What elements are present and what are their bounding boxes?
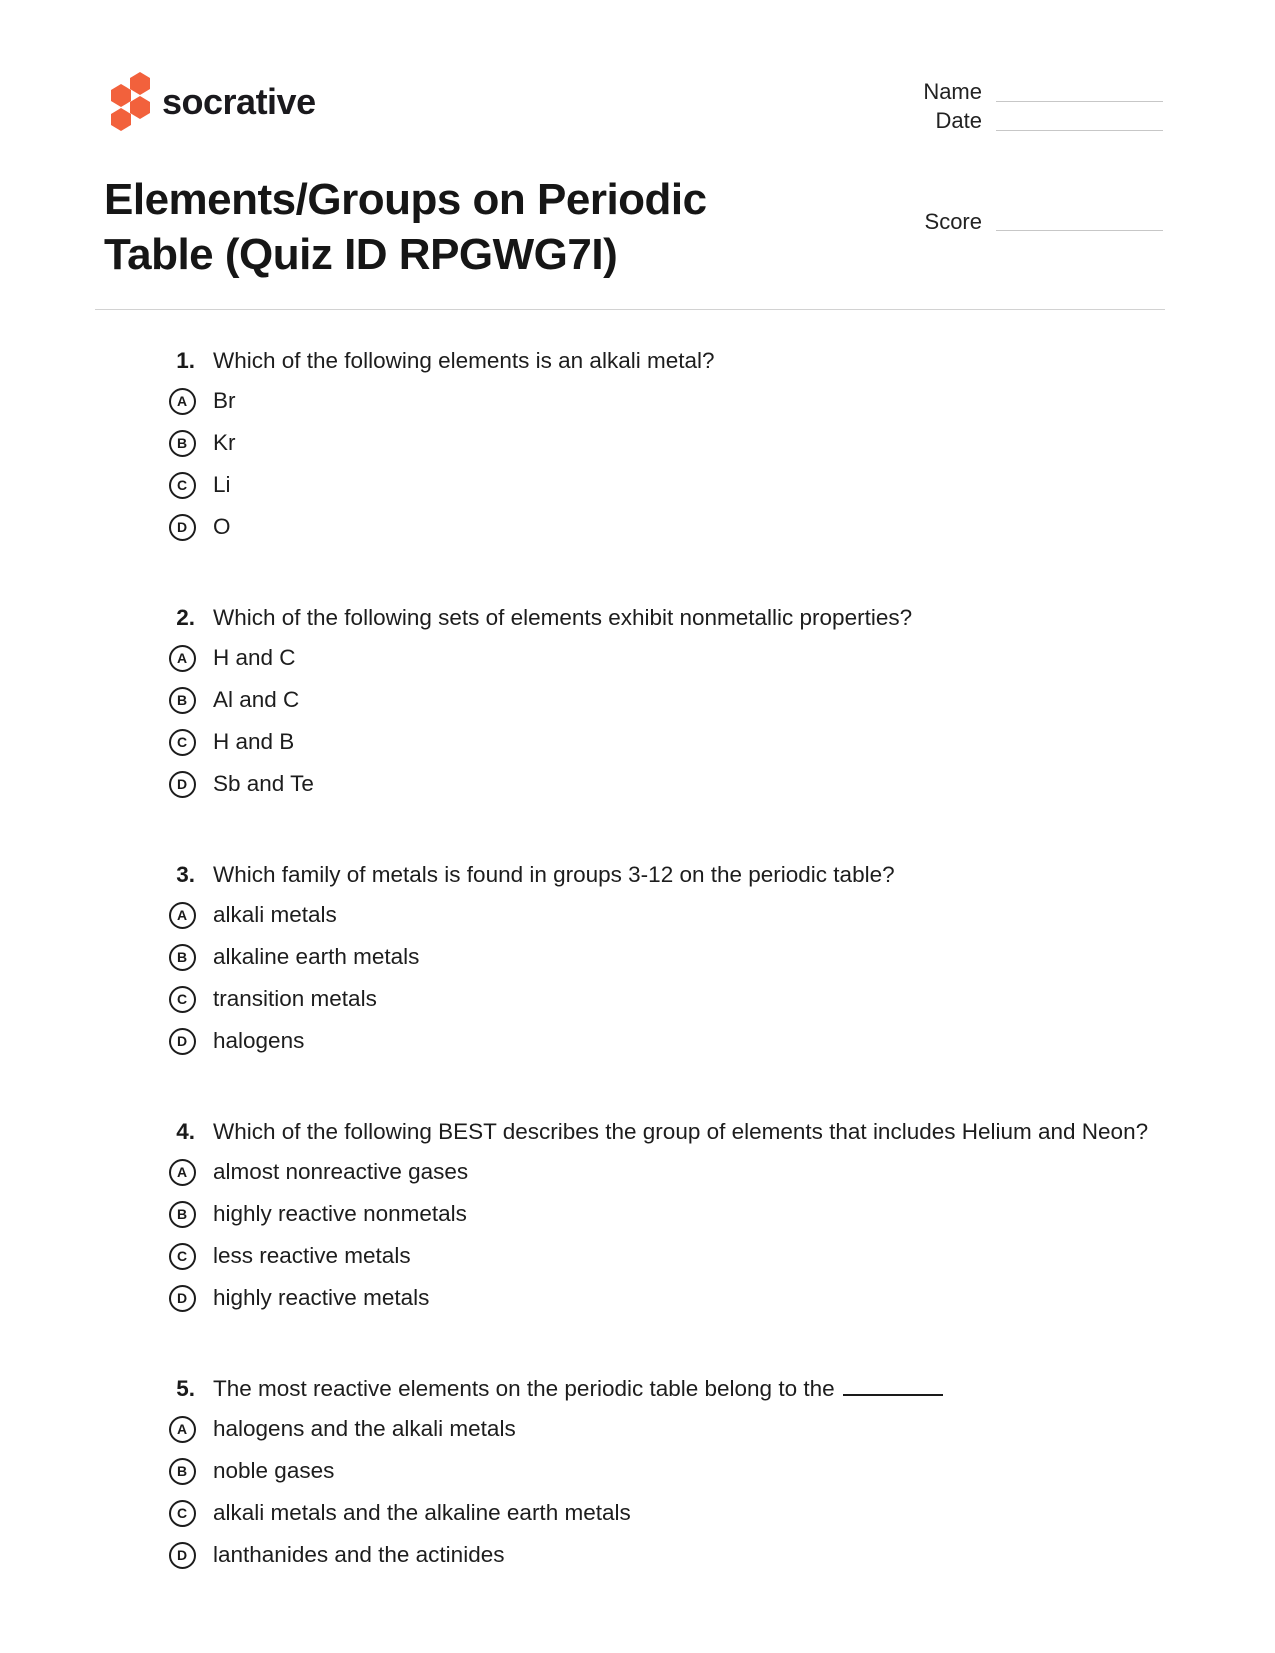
option-letter: A [176,907,188,923]
option-letter: B [176,435,188,451]
header-divider [95,309,1165,310]
question-text-wrap [213,346,1226,376]
option-text: H and C [213,645,296,670]
answer-bubble[interactable] [169,1500,196,1527]
answer-bubble[interactable] [169,1028,196,1055]
question-text: Which of the following elements is an alkali metal? [213,348,715,373]
question-text-wrap [213,860,1226,890]
question-text-wrap [213,1117,1226,1147]
option-letter: B [176,949,188,965]
answer-option-row [151,1235,1226,1277]
option-text: Kr [213,430,236,455]
option-letter: B [176,1463,188,1479]
answer-bubble[interactable] [169,729,196,756]
option-letter: B [176,692,188,708]
fill-in-blank-line[interactable] [843,1380,943,1396]
question-number: 4. [176,1119,195,1144]
answer-option-row [151,506,1226,548]
answer-option-row [151,1277,1226,1319]
answer-bubble[interactable] [169,388,196,415]
options-list [151,380,1226,548]
option-text: lanthanides and the actinides [213,1542,505,1567]
question-text: Which of the following BEST describes the group of elements that includes Helium and Neon? [213,1119,1149,1144]
socrative-logo-icon [111,72,153,132]
answer-option-row [151,1020,1226,1062]
option-letter: A [176,1164,188,1180]
answer-option-row [151,679,1226,721]
option-text: alkali metals and the alkaline earth metals [213,1500,631,1525]
answer-bubble[interactable] [169,1458,196,1485]
question-block [151,860,1226,1062]
option-text: Al and C [213,687,300,712]
answer-option-row [151,380,1226,422]
answer-bubble[interactable] [169,1243,196,1270]
option-text: transition metals [213,986,377,1011]
options-list [151,637,1226,805]
option-letter: D [176,1290,188,1306]
question-text-wrap [213,1374,1226,1404]
answer-bubble[interactable] [169,1416,196,1443]
option-letter: C [176,991,188,1007]
date-label: Date [935,108,982,133]
option-text: highly reactive metals [213,1285,430,1310]
option-text: Br [213,388,236,413]
option-text: H and B [213,729,295,754]
answer-bubble[interactable] [169,1201,196,1228]
answer-option-row [151,978,1226,1020]
question-number: 1. [176,348,195,373]
option-letter: C [176,734,188,750]
option-letter: D [176,776,188,792]
question-text: Which of the following sets of elements exhibit nonmetallic properties? [213,605,913,630]
question-block [151,603,1226,805]
answer-bubble[interactable] [169,687,196,714]
option-text: halogens [213,1028,305,1053]
question-block [151,346,1226,548]
option-letter: D [176,1033,188,1049]
question-text-wrap [213,603,1226,633]
option-text: Sb and Te [213,771,314,796]
option-text: almost nonreactive gases [213,1159,469,1184]
answer-option-row [151,1151,1226,1193]
question-number: 2. [176,605,195,630]
answer-option-row [151,763,1226,805]
answer-option-row [151,894,1226,936]
option-letter: C [176,1248,188,1264]
answer-bubble[interactable] [169,430,196,457]
question-text: The most reactive elements on the periodic table belong to the [213,1376,835,1401]
question-block [151,1117,1226,1319]
answer-option-row [151,1408,1226,1450]
question-text: Which family of metals is found in groups 3-12 on the periodic table? [213,862,895,887]
answer-option-row [151,1534,1226,1576]
answer-bubble[interactable] [169,472,196,499]
option-text: highly reactive nonmetals [213,1201,467,1226]
option-text: halogens and the alkali metals [213,1416,516,1441]
options-list [151,1408,1226,1576]
option-letter: A [176,393,188,409]
option-text: alkali metals [213,902,337,927]
answer-bubble[interactable] [169,1285,196,1312]
answer-bubble[interactable] [169,944,196,971]
options-list [151,894,1226,1062]
answer-bubble[interactable] [169,1542,196,1569]
answer-option-row [151,1450,1226,1492]
answer-option-row [151,721,1226,763]
question-number: 3. [176,862,195,887]
options-list [151,1151,1226,1319]
answer-option-row [151,422,1226,464]
option-letter: B [176,1206,188,1222]
questions-list [151,346,1226,1576]
answer-option-row [151,1193,1226,1235]
score-write-line[interactable] [996,229,1163,231]
option-text: noble gases [213,1458,335,1483]
option-letter: C [176,1505,188,1521]
socrative-logo-wordmark: socrative [162,81,316,122]
option-text: O [213,514,231,539]
answer-bubble[interactable] [169,902,196,929]
date-write-line[interactable] [996,129,1163,131]
answer-option-row [151,936,1226,978]
option-letter: D [176,1547,188,1563]
score-label: Score [924,209,982,234]
name-label: Name [923,79,982,104]
option-text: alkaline earth metals [213,944,420,969]
option-letter: A [176,650,188,666]
option-letter: A [176,1421,188,1437]
answer-bubble[interactable] [169,986,196,1013]
answer-option-row [151,1492,1226,1534]
logo-hexagon [130,96,150,119]
logo-hexagon [111,108,131,131]
answer-option-row [151,464,1226,506]
answer-bubble[interactable] [169,645,196,672]
question-number: 5. [176,1376,195,1401]
option-text: Li [213,472,231,497]
answer-bubble[interactable] [169,514,196,541]
answer-bubble[interactable] [169,1159,196,1186]
option-text: less reactive metals [213,1243,411,1268]
answer-bubble[interactable] [169,771,196,798]
quiz-title: Elements/Groups on Periodic Table (Quiz ID RPGWG7I) [104,175,707,279]
option-letter: C [176,477,188,493]
name-write-line[interactable] [996,100,1163,102]
option-letter: D [176,519,188,535]
answer-option-row [151,637,1226,679]
logo-hexagon [130,72,150,95]
question-block [151,1374,1226,1576]
logo-hexagon [111,84,131,107]
